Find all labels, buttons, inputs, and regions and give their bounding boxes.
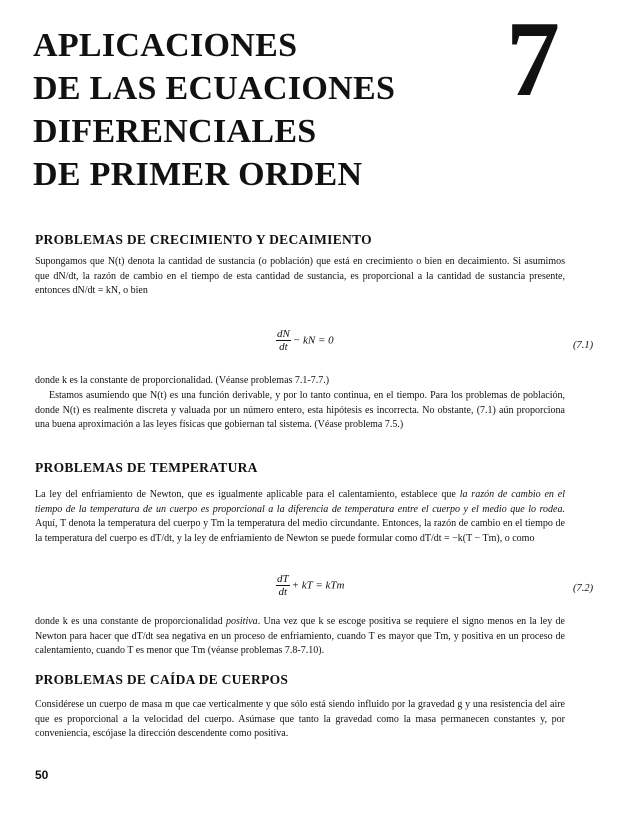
equation-7-2-denominator: dt xyxy=(278,586,288,598)
equation-7-1-number: (7.1) xyxy=(573,340,594,351)
section-heading-growth: PROBLEMAS DE CRECIMIENTO Y DECAIMIENTO xyxy=(35,232,372,247)
chapter-title-line-3: DIFERENCIALES xyxy=(33,113,317,150)
equation-7-2-numerator: dT xyxy=(277,573,289,585)
chapter-title-line-2: DE LAS ECUACIONES xyxy=(33,70,396,107)
chapter-title-line-1: APLICACIONES xyxy=(33,27,298,64)
growth-paragraph-1: Supongamos que N(t) denota la cantidad de sustancia (o población) que está en crecimiento o bien en decaimiento. Si asumimos que dN/dt, la razón de cambio en el tiempo de esta cantidad de sustancia, es proporcional a la cantidad de sustancia presente, entonces dN/dt = kN, o bien xyxy=(35,256,565,297)
temperature-paragraph-1-italic: la razón de cambio en el tiempo de la temperatura de un cuerpo es proporcional a la diferencia de temperatura entre el cuerpo y el medio que lo rodea. xyxy=(35,489,565,515)
temperature-paragraph-2-part-b: . Una vez que k se escoge positiva se requiere el signo menos en la ley de Newton para hacer que dT/dt sea negativa en un proceso de enfriamiento, cuando T es mayor que Tm, y positiva en un proceso de calentamiento, cuando T es menor que Tm (véanse problemas 7.8-7.10). xyxy=(35,616,565,657)
temperature-paragraph-1-part-b: Aquí, T denota la temperatura del cuerpo y Tm la temperatura del medio circundante. Entonces, la razón de cambio en el tiempo de la temperatura del cuerpo es dT/dt, y la ley de enfriamiento de Newton se puede formular como dT/dt = −k(T − Tm), o como xyxy=(35,518,565,544)
temperature-paragraph-2-part-a: donde k es una constante de proporcionalidad xyxy=(35,616,227,627)
section-heading-falling: PROBLEMAS DE CAÍDA DE CUERPOS xyxy=(35,672,289,687)
section-heading-temperature: PROBLEMAS DE TEMPERATURA xyxy=(35,460,258,475)
temperature-paragraph-1 xyxy=(35,488,565,546)
equation-7-2-fraction xyxy=(276,573,290,598)
equation-7-1-fraction xyxy=(276,328,291,353)
temperature-paragraph-2 xyxy=(35,615,565,659)
equation-7-1-numerator: dN xyxy=(277,328,290,340)
equation-7-1-denominator: dt xyxy=(279,341,288,353)
page-number: 50 xyxy=(35,768,49,782)
temperature-paragraph-2-italic: positiva xyxy=(226,616,258,627)
equation-7-1-rest: − kN = 0 xyxy=(292,334,334,347)
falling-paragraph-1: Considérese un cuerpo de masa m que cae verticalmente y que sólo está siendo influido por la gravedad g y una resistencia del aire que es proporcional a la velocidad del cuerpo. Asúmase que tanto la gravedad como la masa permanecen constantes y, por conveniencia, escójase la dirección descendente como positiva. xyxy=(35,699,565,740)
equation-7-2-rest: + kT = kTm xyxy=(291,579,345,592)
chapter-number: 7 xyxy=(506,0,560,119)
growth-paragraph-3: Estamos asumiendo que N(t) es una función derivable, y por lo tanto continua, en el tiempo. Para los problemas de población, donde N(t) es realmente discreta y valuada por un número entero, esta hipótesis es incorrecta. No obstante, (7.1) aún proporciona una buena aproximación a las leyes físicas que gobiernan tal sistema. (Véase problema 7.5.) xyxy=(35,390,565,431)
chapter-title xyxy=(33,24,395,196)
equation-7-1 xyxy=(276,328,334,353)
chapter-title-line-4: DE PRIMER ORDEN xyxy=(33,156,363,193)
temperature-paragraph-1-part-a: La ley del enfriamiento de Newton, que es igualmente aplicable para el calentamiento, establece que xyxy=(35,489,460,500)
equation-7-2 xyxy=(276,573,344,598)
equation-7-2-number: (7.2) xyxy=(573,583,594,594)
growth-paragraph-2: donde k es la constante de proporcionalidad. (Véanse problemas 7.1-7.7.) xyxy=(35,375,330,386)
